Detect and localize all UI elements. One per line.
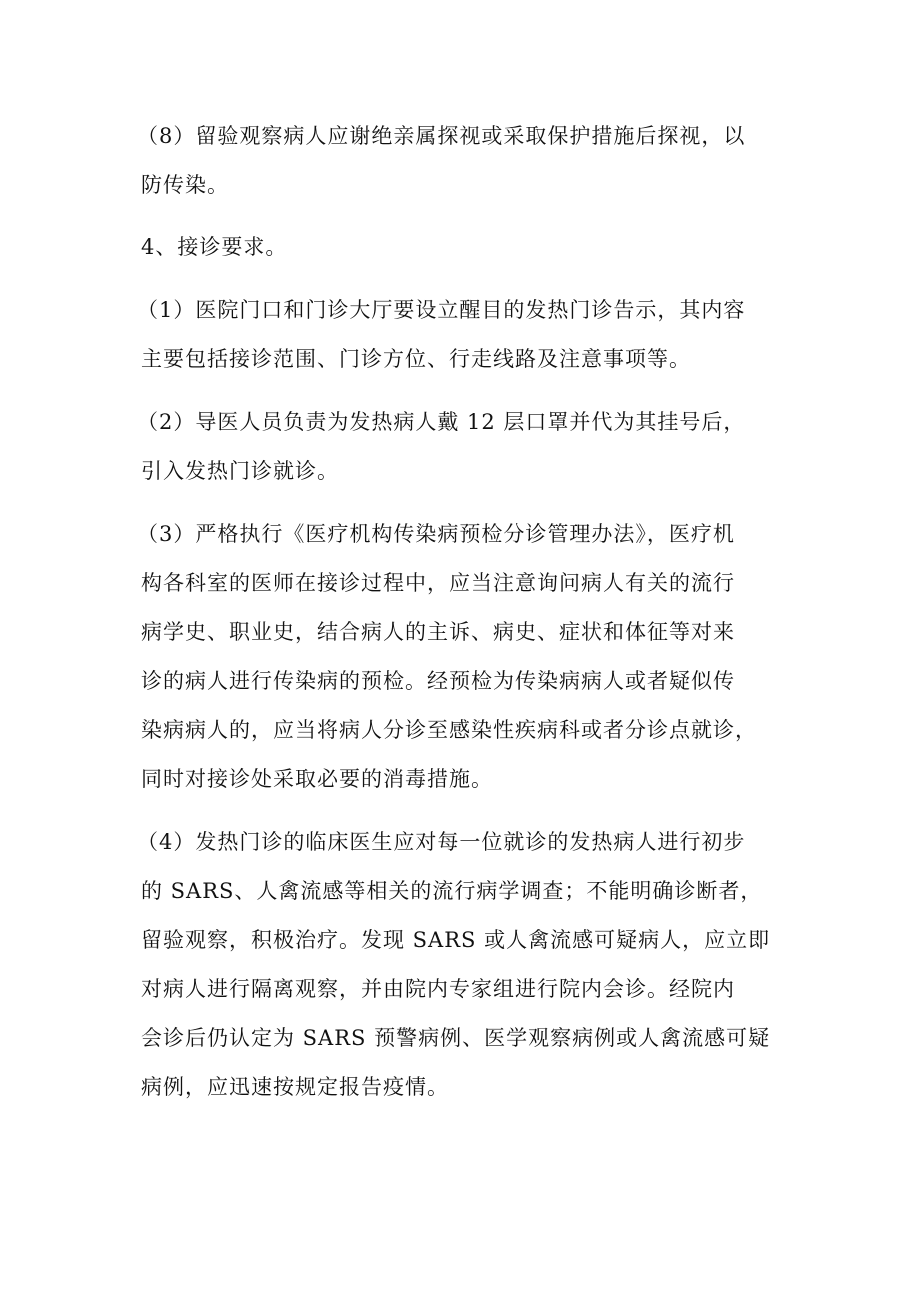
paragraph-2-line-1: （2）导医人员负责为发热病人戴 12 层口罩并代为其挂号后， (137, 410, 746, 434)
paragraph-4-line-4: 对病人进行隔离观察，并由院内专家组进行院内会诊。经院内 (141, 977, 735, 1001)
paragraph-4-line-5: 会诊后仍认定为 SARS 预警病例、医学观察病例或人禽流感可疑 (141, 1026, 771, 1050)
paragraph-3-line-2: 构各科室的医师在接诊过程中，应当注意询问病人有关的流行 (141, 571, 735, 595)
paragraph-4-line-3: 留验观察，积极治疗。发现 SARS 或人禽流感可疑病人，应立即 (141, 928, 771, 952)
section-4-heading: 4、接诊要求。 (141, 235, 288, 259)
paragraph-3-line-1: （3）严格执行《医疗机构传染病预检分诊管理办法》，医疗机 (137, 522, 735, 546)
paragraph-3-line-6: 同时对接诊处采取必要的消毒措施。 (141, 767, 493, 791)
paragraph-4-line-2: 的 SARS、人禽流感等相关的流行病学调查；不能明确诊断者， (141, 879, 763, 903)
paragraph-1-line-1: （1）医院门口和门诊大厅要设立醒目的发热门诊告示，其内容 (137, 298, 746, 322)
paragraph-8-line-1: （8）留验观察病人应谢绝亲属探视或采取保护措施后探视，以 (137, 124, 746, 148)
paragraph-3-line-4: 诊的病人进行传染病的预检。经预检为传染病病人或者疑似传 (141, 669, 735, 693)
paragraph-2-line-2: 引入发热门诊就诊。 (141, 459, 339, 483)
paragraph-3-line-5: 染病病人的，应当将病人分诊至感染性疾病科或者分诊点就诊， (141, 718, 757, 742)
paragraph-1-line-2: 主要包括接诊范围、门诊方位、行走线路及注意事项等。 (141, 347, 691, 371)
paragraph-4-line-6: 病例，应迅速按规定报告疫情。 (141, 1075, 449, 1099)
paragraph-3-line-3: 病学史、职业史，结合病人的主诉、病史、症状和体征等对来 (141, 620, 735, 644)
paragraph-4-line-1: （4）发热门诊的临床医生应对每一位就诊的发热病人进行初步 (137, 830, 746, 854)
paragraph-8-line-2: 防传染。 (141, 173, 229, 197)
